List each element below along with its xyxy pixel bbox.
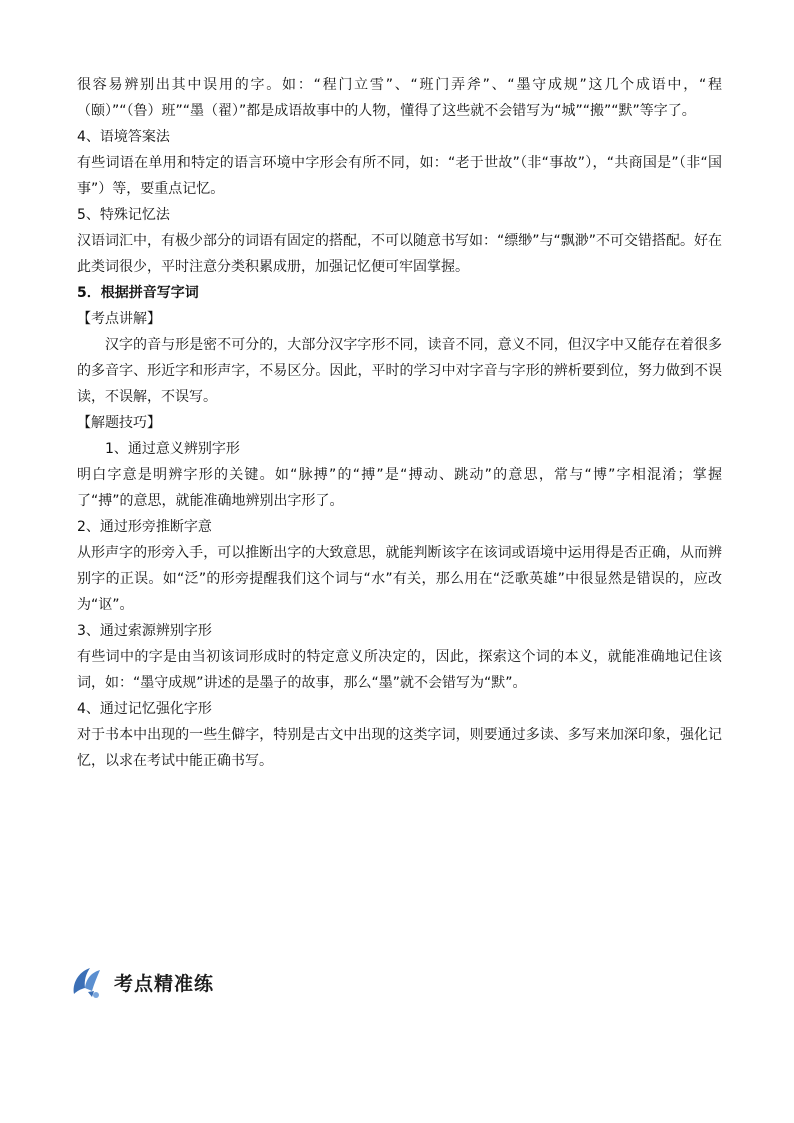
section-banner bbox=[70, 964, 214, 1000]
technique-3-heading: 3、通过索源辨别字形 bbox=[77, 623, 212, 639]
document-body bbox=[77, 72, 722, 774]
method-4-heading: 4、语境答案法 bbox=[77, 129, 170, 145]
paragraph-context-method: 有些词语在单用和特定的语言环境中字形会有所不同，如：“老于世故”（非“事故”），“共商国是”（非“国事”）等，要重点记忆。 bbox=[77, 155, 722, 197]
paragraph-idiom-example: 很容易辨别出其中误用的字。如：“程门立雪”、“班门弄斧”、“墨守成规”这几个成语中，“程（颐）”“（鲁）班”“墨（翟）”都是成语故事中的人物，懂得了这些就不会错写为“城”“搬”“默”等字了。 bbox=[77, 77, 722, 119]
method-5-heading: 5、特殊记忆法 bbox=[77, 207, 170, 223]
section-title: 考点精准练 bbox=[114, 972, 215, 995]
paragraph-technique-2: 从形声字的形旁入手，可以推断出字的大致意思，就能判断该字在该词或语境中运用得是否正确，从而辨别字的正误。如“泛”的形旁提醒我们这个词与“水”有关，那么用在“泛歌英雄”中很显然是错误的，应改为“讴”。 bbox=[77, 545, 722, 613]
exam-point-label: 【考点讲解】 bbox=[77, 311, 161, 327]
pen-ribbon-logo-icon bbox=[70, 964, 104, 1000]
technique-label: 【解题技巧】 bbox=[77, 415, 161, 431]
paragraph-technique-3: 有些词中的字是由当初该词形成时的特定意义所决定的，因此，探索这个词的本义，就能准确地记住该词，如：“墨守成规”讲述的是墨子的故事，那么“墨”就不会错写为“默”。 bbox=[77, 649, 722, 691]
paragraph-exam-point: 汉字的音与形是密不可分的，大部分汉字字形不同，读音不同，意义不同，但汉字中又能存在着很多的多音字、形近字和形声字，不易区分。因此，平时的学习中对字音与字形的辨析要到位，努力做到不误读，不误解，不误写。 bbox=[77, 337, 722, 405]
technique-1-heading: 1、通过意义辨别字形 bbox=[105, 441, 240, 457]
section-5-heading: 5．根据拼音写字词 bbox=[77, 285, 199, 301]
paragraph-technique-1: 明白字意是明辨字形的关键。如“脉搏”的“搏”是“搏动、跳动”的意思，常与“博”字相混淆；掌握了“搏”的意思，就能准确地辨别出字形了。 bbox=[77, 467, 722, 509]
technique-4-heading: 4、通过记忆强化字形 bbox=[77, 701, 212, 717]
technique-2-heading: 2、通过形旁推断字意 bbox=[77, 519, 212, 535]
paragraph-special-memory: 汉语词汇中，有极少部分的词语有固定的搭配，不可以随意书写如：“缥缈”与“飘渺”不可交错搭配。好在此类词很少，平时注意分类积累成册，加强记忆便可牢固掌握。 bbox=[77, 233, 723, 275]
paragraph-technique-4: 对于书本中出现的一些生僻字，特别是古文中出现的这类字词，则要通过多读、多写来加深印象，强化记忆，以求在考试中能正确书写。 bbox=[77, 727, 722, 769]
